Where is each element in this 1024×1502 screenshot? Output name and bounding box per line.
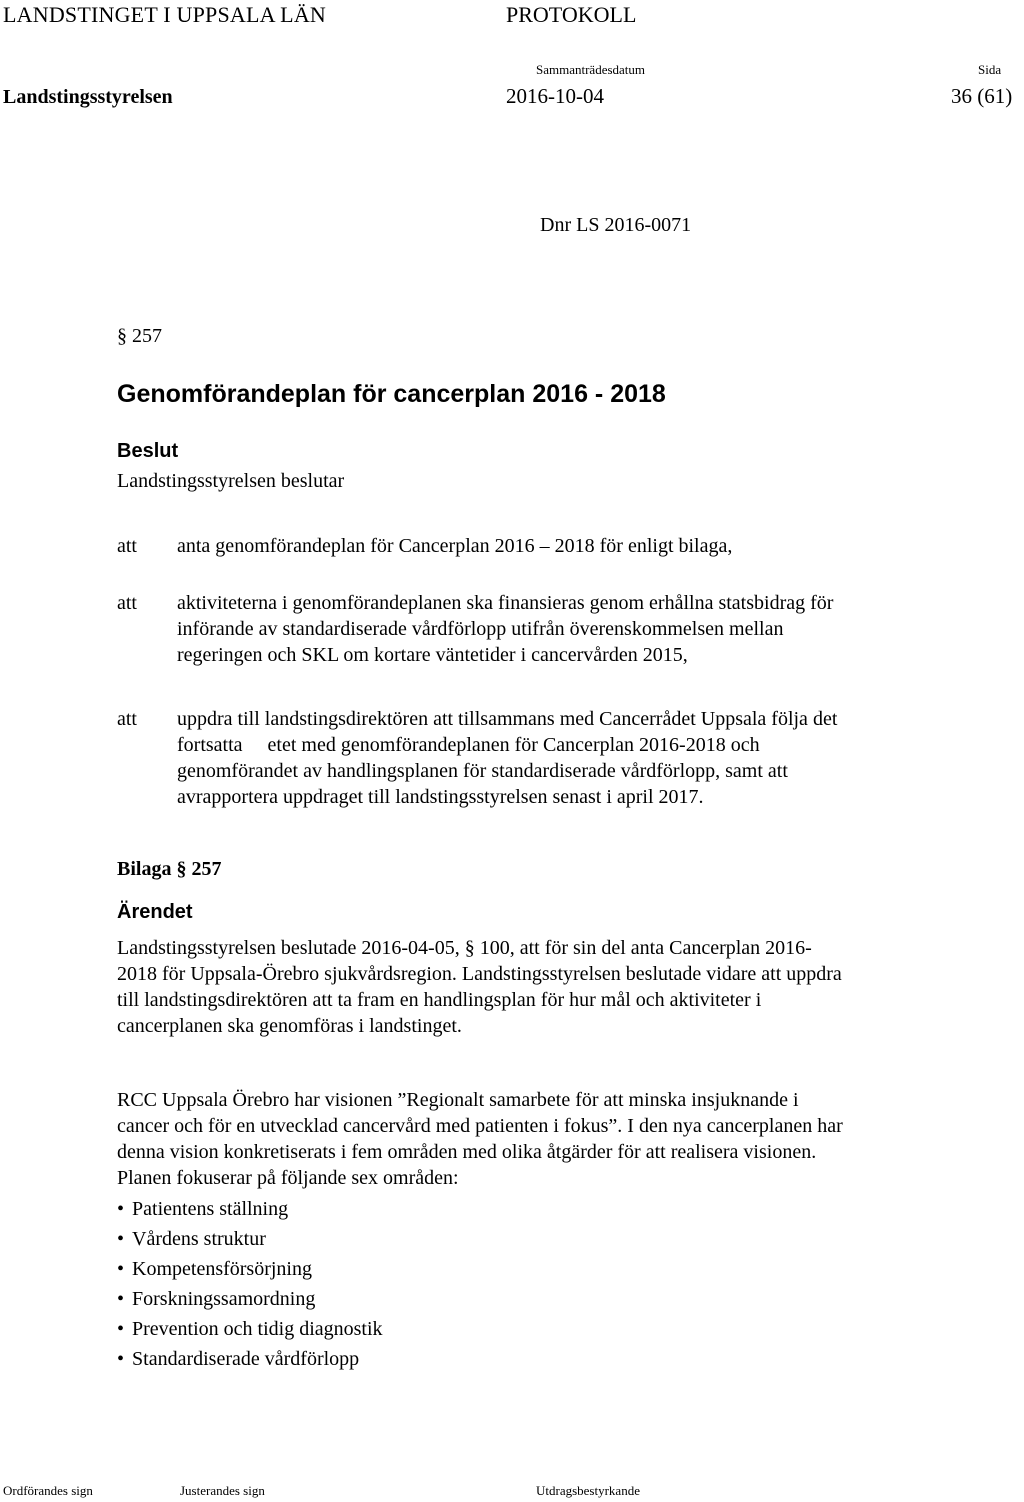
decision-line: genomförandet av handlingsplanen för standardiserade vårdförlopp, samt att — [177, 760, 788, 782]
page-label: Sida — [978, 62, 1002, 77]
date-label: Sammanträdesdatum — [536, 62, 646, 77]
list-item: • Patientens ställning — [117, 1194, 383, 1224]
case-number: Dnr LS 2016-0071 — [540, 214, 692, 236]
paragraph-line: Planen fokuserar på följande sex områden: — [117, 1167, 459, 1189]
chair-signature-label: Ordförandes sign — [3, 1483, 93, 1498]
paragraph-number: § 257 — [117, 325, 162, 347]
extract-certification-label: Utdragsbestyrkande — [536, 1483, 640, 1498]
board-name: Landstingsstyrelsen — [3, 86, 173, 108]
matter-heading: Ärendet — [117, 901, 193, 923]
decision-prefix: att — [117, 708, 137, 730]
decision-prefix: att — [117, 592, 137, 614]
adjuster-signature-label: Justerandes sign — [180, 1483, 265, 1498]
list-item: • Forskningssamordning — [117, 1284, 383, 1314]
document-type: PROTOKOLL — [506, 2, 637, 27]
list-item: • Vårdens struktur — [117, 1224, 383, 1254]
paragraph-line: 2018 för Uppsala-Örebro sjukvårdsregion. Landstingsstyrelsen beslutade vidare att uppdra — [117, 963, 842, 985]
matter-paragraph — [117, 935, 842, 1039]
decision-line: uppdra till landstingsdirektören att tillsammans med Cancerrådet Uppsala följa det — [177, 708, 838, 730]
list-item: • Prevention och tidig diagnostik — [117, 1314, 383, 1344]
page-number: 36 (61) — [951, 84, 1013, 108]
focus-areas-list — [117, 1194, 383, 1374]
decision-heading: Beslut — [117, 440, 179, 462]
decision-line: införande av standardiserade vårdförlopp utifrån överenskommelsen mellan — [177, 618, 784, 640]
decision-intro: Landstingsstyrelsen beslutar — [117, 470, 345, 492]
paragraph-line: till landstingsdirektören att ta fram en handlingsplan för hur mål och aktiviteter i — [117, 989, 762, 1011]
decision-line: anta genomförandeplan för Cancerplan 2016 – 2018 för enligt bilaga, — [177, 535, 733, 557]
page-title: Genomförandeplan för cancerplan 2016 - 2018 — [117, 380, 666, 408]
attachment-reference: Bilaga § 257 — [117, 858, 222, 880]
matter-paragraph — [117, 1087, 843, 1191]
paragraph-line: RCC Uppsala Örebro har visionen ”Regionalt samarbete för att minska insjuknande i — [117, 1089, 799, 1111]
paragraph-line: denna vision konkretiserats i fem områden med olika åtgärder för att realisera visionen. — [117, 1141, 817, 1163]
meeting-date: 2016-10-04 — [506, 84, 604, 108]
decision-prefix: att — [117, 535, 137, 557]
paragraph-line: cancer och för en utvecklad cancervård med patienten i fokus”. I den nya cancerplanen har — [117, 1115, 843, 1137]
organization-name: LANDSTINGET I UPPSALA LÄN — [3, 2, 326, 27]
decision-line: regeringen och SKL om kortare väntetider i cancervården 2015, — [177, 644, 688, 666]
decision-line: avrapportera uppdraget till landstingsstyrelsen senast i april 2017. — [177, 786, 704, 808]
paragraph-line: cancerplanen ska genomföras i landstinget. — [117, 1015, 462, 1037]
decision-line: aktiviteterna i genomförandeplanen ska finansieras genom erhållna statsbidrag för — [177, 592, 834, 614]
list-item: • Standardiserade vårdförlopp — [117, 1344, 383, 1374]
list-item: • Kompetensförsörjning — [117, 1254, 383, 1284]
paragraph-line: Landstingsstyrelsen beslutade 2016-04-05, § 100, att för sin del anta Cancerplan 2016- — [117, 937, 812, 959]
decision-line: fortsatta etet med genomförandeplanen för Cancerplan 2016-2018 och — [177, 734, 760, 756]
